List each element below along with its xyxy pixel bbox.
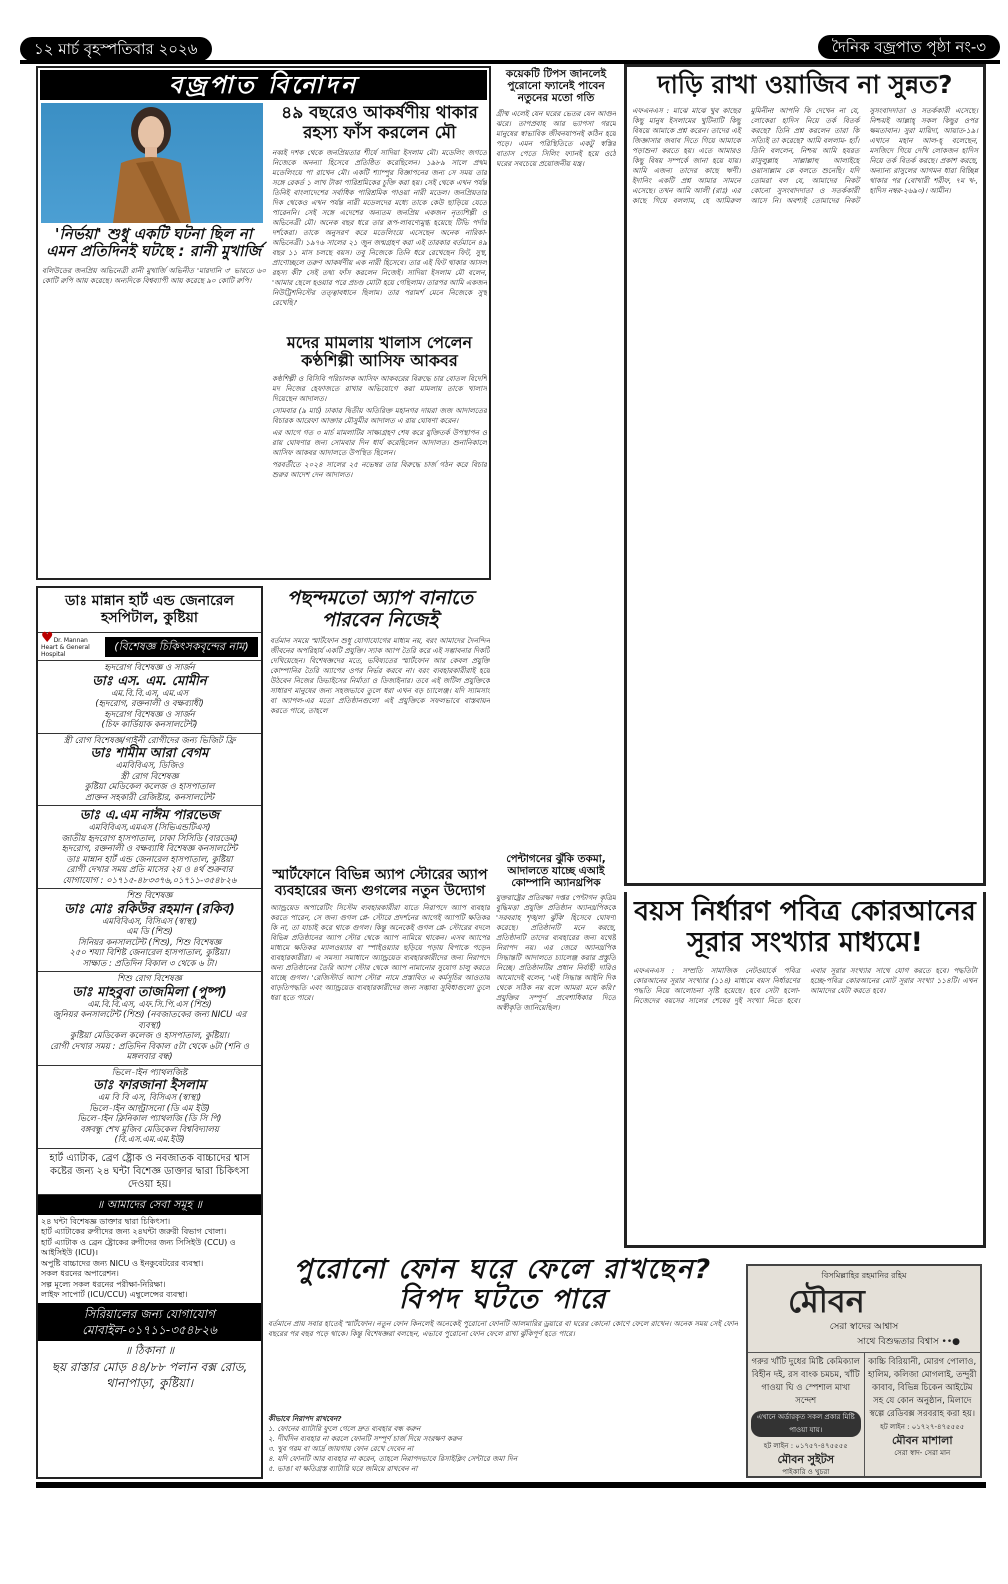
rani-mukherjee-photo (41, 103, 263, 223)
contact-box (38, 1303, 261, 1341)
doctor-detail: হৃদরোগ, রক্তনালী ও বক্ষব্যাধি বিশেষজ্ঞ কনসালটেন্ট (61, 844, 238, 854)
paragraph: এর আগে গত ৩ মার্চ মামলাটির সাক্ষ্যগ্রহণ শেষ করে যুক্তিতর্ক উপস্থাপন ও রায় ঘোষণার জন্য সোমবার দিন ধার্য করেছিলেন আদালত। শুনানিকালে আসিফ আকবর আদালতে উপস্থিত ছিলেন। (272, 428, 487, 457)
service-item: হার্ট এ্যাটাকের রুগীদের জন্য ২৪ঘন্টা জরুরী বিভাগ খোলা। (41, 1227, 227, 1236)
app-body: বর্তমান সময়ে স্মার্টফোন শুধু যোগাযোগের মাধ্যম নয়, বরং আমাদের দৈনন্দিন জীবনের অপরিহার্য একটি প্রযুক্তি। স্যাক অ্যাপ তৈরি করে এই সম্ভাবনার দিকটি দেখিয়েছেন। বিশেষজ্ঞদের মতে, ভবিষ্যতের স্মার্টফোন আর কেবল প্রযুক্তি কোম্পানির তৈরি অ্যাপের ওপর নির্ভর করবে না। বরং ব্যবহারকারীরাই হয়ে উঠবেন নিজের ডিভাইসের নির্মাতা ও ডিজাইনার। তবে এই জটিল প্রযুক্তিকে সাধারণ মানুষের জন্য সহজভাবে তুলে ধরা এখন বড় চ্যালেঞ্জ। যদি স্যামসাং বা অ্যাপল-এর মতো প্রতিষ্ঠানগুলো এই প্রযুক্তিকে সফলভাবে বাস্তবায়ন করতে পারে, তাহলে (270, 635, 490, 715)
tip-item: ৩. খুব গরম বা আর্দ্র জায়গায় ফোন রেখে দেবেন না (268, 1444, 414, 1453)
hospital-logo (41, 630, 101, 658)
anthropic-body: যুক্তরাষ্ট্রের প্রতিরক্ষা দপ্তর পেন্টাগন কৃত্রিম বুদ্ধিমত্তা প্রযুক্তি প্রতিষ্ঠান অ্যানথ্রপিককে 'সরবরাহ শৃঙ্খলা ঝুঁকি' হিসেবে ঘোষণা করেছে। প্রতিষ্ঠানটি মনে করছে, প্রতিষ্ঠানটি তাদের ব্যবহারের জন্য যথেষ্ট নিরাপদ নয়। এর জেরে অ্যানথ্রপিক সিদ্ধান্তটি আদালতে চ্যালেঞ্জ করার প্রস্তুতি নিচ্ছে। প্রতিষ্ঠানটির প্রধান নির্বাহী দারিও আমোদেই বলেন, 'এই সিদ্ধান্ত আইনি দিক থেকে সঠিক নয় বলে আমরা মনে করি।' প্রযুক্তির সম্পূর্ণ প্রবেশাধিকার দিতে অস্বীকৃতি জানিয়েছিল। (496, 893, 616, 1013)
doctor-detail: (বি.এস.এম.এম.ইউ) (114, 1135, 185, 1145)
beard-article (624, 64, 986, 886)
tips-title: কীভাবে নিরাপদ রাখবেন? (268, 1414, 342, 1423)
hotline: হট লাইন : ০১৭৫৭-৪৭৫৫৫৫ (763, 1442, 848, 1450)
doctor-entry (38, 734, 261, 807)
doctor-entry (38, 661, 261, 734)
doctor-entry (38, 1066, 261, 1149)
doctor-detail: ভিলে-াইন ক্লিনিকাল প্যাথলজি (ডি সি পি) (77, 1114, 222, 1124)
beard-headline: দাড়ি রাখা ওয়াজিব না সুন্নত? (657, 70, 953, 99)
section-banner: বজ্রপাত বিনোদন (40, 70, 487, 100)
doctor-detail: এমবিবিএস,এমএস (সিভিএন্ডটিএস) (88, 823, 211, 833)
tagline: সাথে বিশুদ্ধতার বিশ্বাস (857, 1337, 939, 1347)
entertainment-section (36, 66, 491, 580)
hospital-logo-row (38, 630, 261, 661)
sweets-text: গরুর খাঁটি দুধের মিষ্টি কেমিক্যাল বিহীন দই, রস বাংক চমচম, খাঁটি গাওয়া ঘি ও স্পেশাল মাখা সন্দেশ (751, 1357, 860, 1406)
tip-item: ৪. যদি ফোনটি আর ব্যবহার না করেন, তাহলে নিরাপদভাবে রিসাইক্লিং সেন্টারে জমা দিন (268, 1454, 518, 1463)
doctor-detail: সাক্ষাত : প্রতিদিন বিকাল ৩ থেকে ৬ টা। (82, 958, 217, 969)
services-list (38, 1215, 261, 1303)
doctor-detail: হৃদরোগ বিশেষজ্ঞ ও সার্জন (104, 709, 195, 720)
rani-body: বলিউডের জনপ্রিয় অভিনেত্রী রানী মুখার্জি অভিনীত 'মারদানি ৩' ভারতে ৬০ কোটি রুপি আয় করেছে। অন্যদিকে বিশ্বব্যাপী আয় করেছে ৯০ কোটি রুপি। (42, 266, 266, 285)
quran-age-body: এফএনএস : সম্প্রতি সামাজিক নেটওয়ার্কে পবিত্র কোরআনের সূরার সংখ্যার (১১৪) মাধ্যমে বয়স নির্ধারণের পদ্ধতি নিয়ে আলোচনা সৃষ্টি হয়েছে। হবে সেটা হলো- নিজেদের বয়সের সালের শেষের দুই সংখ্যা নিতে হবে। এবার সূরার সংখ্যার সাথে যোগ করতে হবে। পদ্ধতিটা হচ্ছে-পবিত্র কোরআনের মোট সূরার সংখ্যা ১১৪টি। এখন আমাদের যেটা করতে হবে। (633, 966, 977, 1006)
hospital-ad (36, 586, 263, 1479)
doctor-role: স্ত্রী রোগ বিশেষজ্ঞ/গাইনী রোগীদের জন্য ভিজিট ফ্রি (63, 735, 236, 746)
doctor-entry (38, 806, 261, 889)
doctor-name: ডাঃ মাহবুবা তাজমিলা (পুষ্প) (72, 984, 227, 1000)
masala-name: মৌবন মাশালা (891, 1434, 953, 1447)
doctor-detail: স্ত্রী রোগ বিশেষজ্ঞ (120, 771, 179, 782)
rani-headline: 'নির্ভয়া' শুধু একটি ঘটনা ছিল না এমন প্রতিদিনই ঘটছে : রানী মুখার্জি (45, 225, 262, 261)
dots-icon: ••● (941, 1337, 960, 1347)
app-headline: পছন্দমতো অ্যাপ বানাতে পারবেন নিজেই (286, 587, 474, 631)
doctor-detail: রোগী দেখার সময় প্রতি মাসের ২য় ও ৪র্থ শুক্রবার (66, 865, 233, 875)
tips-list (268, 1424, 738, 1474)
service-item: সকল ধরনের অপারেশন। (41, 1269, 119, 1278)
footer-rule (36, 1482, 986, 1488)
doctor-detail: এম বি বি এস, বিসিএস (স্বাস্থ্য) (97, 1093, 202, 1103)
services-title: ॥ আমাদের সেবা সমূহ ॥ (38, 1195, 261, 1215)
doctor-name: ডাঃ মোঃ রকিউর রহমান (রকিব) (64, 901, 235, 917)
hospital-title: ডাঃ মান্নান হার্ট এন্ড জেনারেল হসপিটাল, কুষ্টিয়া (38, 588, 261, 633)
tip-item: ৫. ভাঙা বা ক্ষতিগ্রস্ত ব্যাটারি ঘরে জমিয়ে রাখবেন না (268, 1464, 418, 1473)
logo-text: Dr. Mannan Heart & General Hospital (41, 637, 90, 658)
asif-headline: মদের মামলায় খালাস পেলেন কণ্ঠশিল্পী আসিফ আকবর (286, 333, 473, 371)
paragraph: সোমবার (৯ মার্চ) ঢাকার দ্বিতীয় অতিরিক্ত মহানগর দায়রা জজ আদালতের বিচারক আরেফা আক্তার মৌসুমীর আদালত এ রায় ঘোষণা করেন। (272, 406, 487, 425)
doctor-detail: প্রাক্তন সহকারী রেজিষ্টার, কনসালটেন্ট (84, 792, 215, 803)
doctor-role: হৃদরোগ বিশেষজ্ঞ ও সার্জন (104, 663, 195, 673)
doctor-detail: এম.বি.বি.এস, এফ.সি.পি.এস (শিশু) (87, 999, 212, 1010)
oldphone-headline: পুরোনো ফোন ঘরে ফেলে রাখছেন? বিপদ ঘটতে পারে (293, 1254, 713, 1315)
page-number-label: দৈনিক বজ্রপাত পৃষ্ঠা নং-৩ (818, 35, 1000, 59)
anthropic-headline: পেন্টাগনের ঝুঁকি তকমা, আদালতে যাচ্ছে এআই কোম্পানি অ্যানথ্রপিক (506, 853, 606, 890)
doctor-role: ভিলে-াইন প্যাথলজিষ্ট (111, 1067, 188, 1078)
heart-icon: ♥ (41, 630, 54, 646)
middle-column (496, 66, 616, 1246)
doctor-name: ডাঃ এস. এম. মোমীন (92, 673, 207, 689)
tip-item: ১. ফোনের ব্যাটারি ফুলে গেলে দ্রুত ব্যবহার বন্ধ করুন (268, 1424, 421, 1433)
date-label: ১২ মার্চ বৃহস্পতিবার ২০২৬ (20, 37, 212, 61)
doctor-detail: কুষ্টিয়া মেডিকেল কলেজ ও হাসপাতাল, কুষ্টিয়া। (69, 1031, 230, 1041)
doctor-detail: (হৃদরোগ, রক্তনালী ও বক্ষব্যাধী) (95, 699, 204, 709)
doctor-list (38, 661, 261, 1149)
doctor-detail: সিনিয়র কনসালটেন্ট (শিশু), শিশু বিশেষজ্ঞ (77, 937, 222, 948)
hospital-subtitle: (বিশেষজ্ঞ চিকিৎসকবৃন্দের নাম) (105, 637, 258, 657)
doctor-detail: বঙ্গবন্ধু শেখ মুজিব মেডিকেল বিশ্ববিদ্যালয় (80, 1124, 219, 1135)
doctor-detail: ২৫০ শয্যা বিশিষ্ট জেনারেল হাসপাতাল, কুষ্টিয়া। (69, 948, 230, 958)
address: ছয় রাস্তার মোড় ৪৪/৮৮ পলান বক্স রোড, থানাপাড়া, কুষ্টিয়া। (51, 1359, 248, 1390)
paragraph: কণ্ঠশিল্পী ও বিসিবি পরিচালক আসিফ আকবরের বিরুদ্ধে চার বোতল বিদেশি মদ নিজের হেফাজতে রাখার অভিযোগে করা মামলায় তাকে খালাস দিয়েছেন আদালত। (272, 374, 487, 403)
google-headline: স্মার্টফোনে বিভিন্ন অ্যাপ স্টোরের অ্যাপ ব্যবহারের জন্য গুগলের নতুন উদ্যোগ (272, 866, 488, 899)
tagline: সেরা স্বাদের আশ্বাস (829, 1322, 899, 1332)
doctor-detail: জুনিয়র কনসালটেন্ট (শিশু) (নবজাতকের জন্য NICU এর ব্যবস্থা) (52, 1010, 247, 1031)
doctor-role: শিশু রোগ বিশেষজ্ঞ (117, 974, 182, 984)
service-item: সল্প মূল্যে সকল ধরনের পরীক্ষা-নিরিক্ষা। (41, 1279, 166, 1289)
doctor-name: ডাঃ ফারজানা ইসলাম (93, 1078, 206, 1093)
quran-age-headline: বয়স নির্ধারণ পবিত্র কোরআনের সূরার সংখ্যার মাধ্যমে! (634, 896, 976, 959)
hotline: হট লাইন : ০১৭২৭-৪৭৫৫৫৫ (880, 1423, 965, 1431)
mou-body: নব্বই দশক থেকে জনপ্রিয়তার শীর্ষে সাদিয়া ইসলাম মৌ। মডেলিং জগতে নিজেকে অনন্যা হিসেবে প্রতিষ্ঠিত করেছিলেন। ১৯৮৯ সালে প্রথম মডেলিংয়ে পা রাখেন মৌ। একটি শ্যাম্পুর বিজ্ঞাপনের জন্য সে সময় তার সঙ্গে রেকর্ড ১ লাখ টাকা পারিশ্রমিকের চুক্তি করা হয়। সেই থেকে এখন পর্যন্ত তিনিই বাংলাদেশের সর্বাধিক পারিশ্রমিক পাওয়া নারী মডেল। জনপ্রিয়তার দিক থেকেও এখন পর্যন্ত নারী মডেলদের মধ্যে তাকে কেউ ছাড়িয়ে যেতে পারেননি। সেই সঙ্গে এদেশের অন্যতম জনপ্রিয় একজন নৃত্যশিল্পী ও অভিনেত্রী মৌ। অনেক বছর ধরে তার রূপ-লাবণ্যেমুগ্ধ হয়েছে টিভি পর্দার দর্শকেরা। তাকে অনুসরণ করে মডেলিংয়ে এসেছেন অনেক নারিকা-অভিনেত্রী। ১৯৭৬ সালের ২১ জুন জন্মগ্রহণ করা এই তারকার বর্তমানে ৪৯ বছর ১১ মাস চলছে বয়স। তবু নিজেকে তিনি ধরে রেখেছেন ফিট, সুস্থ, প্রাণোচ্ছলে তরুণ আকর্ষণীয় এক নারী হিসেবে। তার এই ফিট থাকার আসল রহস্য কী? সেই তথ্য ফাঁস করলেন নিজেই। সাদিয়া ইসলাম মৌ বলেন, 'আমার ছেলে হওয়ার পরে প্রচণ্ড মোটা হয়ে গেছিলাম। তারপর আমি একজন নিউট্রিশনিস্টের তত্ত্বাবধানে ছিলাম। তার পরামর্শ মেনে নিজেকে সুস্থ রেখেছি।' (272, 148, 487, 307)
doctor-name: ডাঃ শামীম আরা বেগম (90, 746, 209, 761)
service-item: হার্ট এ্যাটাক ও ব্রেন ষ্ট্রোকের রুগীদের জন্য সিসিইউ (CCU) ও আইসিইউ (ICU)। (41, 1237, 236, 1257)
oldphone-body: বর্তমানে প্রায় সবার হাতেই স্মার্টফোন। নতুন ফোন কিনলেই অনেকেই পুরোনো ফোনটি আলমারির ড্রয়ারে বা ঘরের কোনো কোণে ফেলে রাখেন। অনেক সময় সেই ফোন বছরের পর বছর পড়ে থাকে। কিন্তু বিশেষজ্ঞরা বলছেন, এভাবে পুরোনো ফোন ফেলে রাখা ঝুঁকিপূর্ণ হতে পারে। (268, 1319, 738, 1338)
doctor-detail: কুষ্টিয়া মেডিকেল কলেজ ও হাসপাতাল (84, 782, 215, 792)
address-title: ॥ ঠিকানা ॥ (124, 1343, 175, 1357)
contact-phone: মোবাইল-০১৭১১-৩৫৪৮২৬ (82, 1322, 217, 1337)
doctor-detail: এমবিবিএস, বিসিএস (স্বাস্থ্য) (101, 916, 198, 927)
fan-headline: কয়েকটি টিপস জানলেই পুরোনো ফ্যানেই পাবেন নতুনের মতো গতি (505, 68, 607, 105)
service-item: লাইফ সাপোর্ট (ICU/CCU) এম্বুলেন্সের ব্যবস্থা। (41, 1290, 188, 1299)
asif-body (272, 374, 487, 574)
mou-headline: ৪৯ বছরেও আকর্ষণীয় থাকার রহস্য ফাঁস করলেন মৌ (281, 103, 478, 143)
catering-text: কাচ্চি বিরিয়ানী, মোরগ পোলাও, হালিম, কলিজা মোগলাই, তন্দুরী কাবাব, বিভিন্ন চিকেন আইটেম সহ যে কোন অনুষ্ঠান, মিলাদে স্বল্পে রেডিবক্স সরবরাহ করা হয়। (868, 1357, 977, 1419)
order-pill: এখানে অর্ডারকৃত সকল প্রকার মিষ্টি পাওয়া যায়। (751, 1411, 861, 1437)
hospital-notice: হার্ট এ্যাটাক, ব্রেণ ষ্ট্রোক ও নবজাতক বাচ্চাদের শ্বাস কষ্টের জন্য ২৪ ঘন্টা বিশেজ্ঞ ডাক্তার দ্বারা চিকিৎসা দেওয়া হয়। (38, 1149, 261, 1195)
doctor-entry (38, 889, 261, 972)
mouban-ad (746, 1264, 982, 1478)
doctor-detail: ডাঃ মান্নান হার্ট এন্ড জেনারেল হাসপাতাল, কুষ্টিয়া (66, 854, 233, 865)
sweets-sub: পাইকারি ও খুচরা (782, 1468, 830, 1476)
doctor-detail: যোগাযোগ : ০১৭১৫-৪৮৩৩৭৬,০১৭১১-৩৫৪৮২৬ (62, 875, 237, 886)
doctor-detail: এমবিবিএস, ডিজিও (115, 761, 184, 771)
beard-body: এফএনএস : মাঝে মাঝে খুব কাছের কিছু মানুষ ইসলামের খুটিনাটি কিছু বিষয়ে আমাকে প্রশ্ন করেন। তাদের এই জিজ্ঞাসার জবাব দিতে গিয়ে আমাকে পড়াশুনা করতে হয়। এতে আমারও কিছু বিষয় সম্পর্কে জানা হয়ে যায়। আমি এজন্য তাদের কাছে ঋণী। ইদানিং একটি প্রশ্ন আমার সামনে এসেছে। তখন আমি আলী (রাঃ) এর কাছে গিয়ে বললাম, হে আমিরুল মুমিনীন! আপনি কি দেখেন না যে, লোকেরা হাদিস নিয়ে তর্ক বিতর্ক করছে? তিনি প্রশ্ন করলেন তারা কি সত্যিই তা করেছে? আমি বললাম- হ্যাঁ। তিনি বললেন, নিশ্চয় আমি হযরত রাসুলুল্লাহ সাল্লাল্লাহু আলাইহে ওয়াসাল্লাম কে বলতে শুনেছি। যদি তোমরা বল যে, আমাদের নিকট কোনো সুসংবাদদাতা ও সতর্ককারী আসে নি। অবশ্যই তোমাদের নিকট সুসংবাদদাতা ও সতর্ককারী এসেছে। নিশ্চয়ই আল্লাহ্‌ সকল কিছুর ওপর ক্ষমতাবান। সুরা মায়িদা, আয়াত-১৯। এখানে মহান আল-হ্ বলেছেন, মসজিদে গিয়ে দেখি লোকজন হাদিস নিয়ে তর্ক বিতর্ক করছে। প্রকাশ করছে, অন্যান্য রাসুলের আগমন ধারা বিচ্ছিন্ন থাকার পর (বোখারী শরীফ, ৭ম খ-, হাদিস নম্বর-২৬৯০)। আমীন। (632, 105, 978, 205)
paragraph: পরবর্তীতে ২০২৪ সালের ২৫ নভেম্বর তার বিরুদ্ধে চার্জ গঠন করে বিচার শুরুর আদেশ দেন আদালত। (272, 460, 487, 479)
doctor-detail: (চিফ কার্ডিয়াক কনসালটেন্ট) (101, 720, 198, 730)
sweets-name: মৌবন সুইটস (777, 1453, 834, 1466)
doctor-detail: এম.বি.বি.এস, এম.এস (110, 688, 189, 699)
doctor-role: শিশু বিশেষজ্ঞ (126, 891, 173, 901)
quran-age-article (624, 892, 986, 1248)
doctor-name: ডাঃ এ.এম নাঈম পারভেজ (79, 808, 220, 823)
fan-body: গ্রীষ্ম এলেই যেন ঘরের ভেতর যেন আগুন ঝরে। তাপপ্রবাহ আর ভ্যাপসা গরমে মানুষের স্বাভাবিক জীবনযাপনই কঠিন হয়ে পড়ে। এমন পরিস্থিতিতে একটু স্বস্তির বাতাস পেতে সিলিং ফ্যানই হয়ে ওঠে ঘরের সবচেয়ে প্রয়োজনীয় যন্ত্র। (496, 109, 616, 169)
tech-column (270, 588, 490, 1248)
contact-title: সিরিয়ালের জন্য যোগাযোগ (84, 1306, 215, 1321)
service-item: ২৪ ঘন্টা বিশেষজ্ঞ ডাক্তার দ্বারা চিকিৎসা। (41, 1216, 171, 1226)
bismillah: বিসমিল্লাহির রহমানির রহিম (821, 1271, 907, 1280)
doctor-detail: এম ডি (শিশু) (126, 927, 173, 937)
doctor-detail: রোগী দেখার সময় : প্রতিদিন বিকাল ৫টা থেকে ৬টা (শনি ও মঙ্গলবার বন্ধ) (49, 1041, 250, 1062)
service-item: অপুষ্টি বাচ্চাদের জন্য NICU ও ইনকুবেটরের ব্যবস্থা। (41, 1258, 204, 1268)
masala-sub: সেরা স্বাদ- সেরা মান (894, 1449, 951, 1457)
google-body: অ্যান্ড্রয়েড অপারেটিং সিস্টেম ব্যবহারকারীরা যাতে নিরাপদে অ্যাপ ব্যবহার করতে পারেন, সে জন্য গুগল প্লে- স্টোরে প্রদর্শনের আগেই অ্যাপটি ক্ষতিকর কি না, তা যাচাই করে থাকে গুগল। কিন্তু অনেকেই গুগল প্লে- স্টোরের বদলে বিভিন্ন প্রতিষ্ঠানের অ্যাপ স্টোর থেকে অ্যাপ নামিয়ে থাকেন। এসব অ্যাপের মাধ্যমে ক্ষতিকর ম্যালওয়্যার বা স্পাইওয়্যার ছড়িয়ে পড়ায় বিপাকে পড়েন ব্যবহারকারীরা। এ সমস্যা সমাধানে অ্যান্ড্রয়েড ব্যবহারকারীদের জন্য নিরাপদে অন্য প্রতিষ্ঠানের তৈরি অ্যাপ স্টোর থেকে অ্যাপ নামানোর সুযোগ চালু করতে যাচ্ছে গুগল। 'রেজিস্টার্ড অ্যাপ স্টোর' নামে প্রস্তাবিত এ কর্মসূচির আওতায় বাড়তিপদ্ধতি এবং অ্যান্ড্রয়েড ব্যবহারকারীদের জন্য সম্ভাব্য সুবিধাগুলো তুলে ধরা হতে পারে। (270, 902, 490, 1002)
brand-logo: মৌবন (788, 1282, 865, 1320)
oldphone-article (268, 1255, 738, 1480)
doctor-detail: ভিলে-াইন আল্ট্রাসনো (ডি এম ইউ) (89, 1103, 210, 1114)
doctor-entry (38, 972, 261, 1066)
doctor-detail: জাতীয় হৃদরোগ হাসপাতাল, ঢাকা সিসিডি (বারডেম) (61, 833, 238, 844)
tip-item: ২. দীর্ঘদিন ব্যবহার না করলে ফোনটি সম্পূর্ণ চার্জ দিয়ে সংরক্ষণ করুন (268, 1434, 462, 1443)
